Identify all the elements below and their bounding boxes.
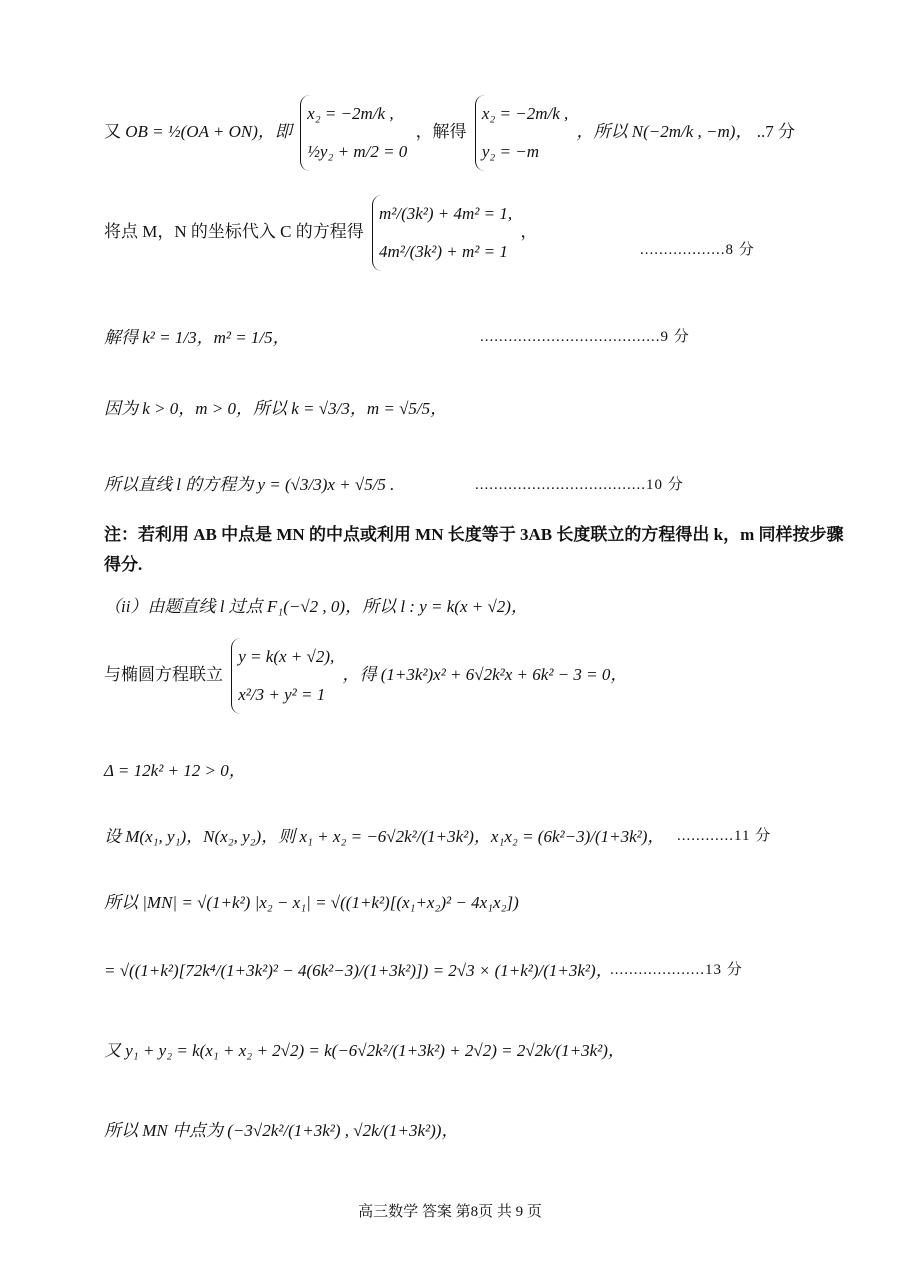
- step-line-7: [104, 638, 627, 714]
- text-substitute: 将点 M，N 的坐标代入 C 的方程得: [104, 221, 364, 241]
- score-11: ............11 分: [677, 828, 772, 844]
- grading-note: 注：若利用 AB 中点是 MN 的中点或利用 MN 长度等于 3AB 长度联立的方程得出 k，m 同样按步骤得分.: [104, 525, 844, 574]
- step-line-1: [104, 95, 795, 171]
- comma: ，: [520, 221, 538, 241]
- step-line-10: 所以 |MN| = √(1+k²) |x₂ − x₁| = √((1+k²)[(x₁+x₂)² − 4x₁x₂]): [104, 893, 519, 912]
- text-solve: ，解得: [415, 121, 467, 141]
- system-3: [372, 195, 512, 271]
- quadratic-equation: ，得 (1+3k²)x² + 6√2k²x + 6k² − 3 = 0，: [342, 664, 628, 684]
- system-3-row-b: 4m²/(3k²) + m² = 1: [378, 242, 508, 261]
- system-1-row-b: ½y₂ + m/2 = 0: [307, 142, 408, 161]
- system-2-row-a: x₂ = −2m/k ,: [481, 104, 569, 123]
- step-line-12: 又 y₁ + y₂ = k(x₁ + x₂ + 2√2) = k(−6√2k²/(1+3k²) + 2√2) = 2√2k/(1+3k²)，: [104, 1041, 625, 1060]
- step-line-2: [104, 195, 537, 271]
- text-combine: 与椭圆方程联立: [104, 664, 223, 684]
- system-1-row-a: x₂ = −2m/k ,: [307, 104, 394, 123]
- system-4-row-b: x²/3 + y² = 1: [238, 685, 326, 704]
- system-4-row-a: y = k(x + √2),: [238, 647, 335, 666]
- system-2-row-b: y₂ = −m: [481, 142, 539, 161]
- step-line-13: 所以 MN 中点为 (−3√2k²/(1+3k²) , √2k/(1+3k²))，: [104, 1121, 459, 1140]
- score-7: ..7 分: [756, 121, 795, 141]
- score-9: ......................................9 分: [480, 329, 690, 345]
- step-line-4: 因为 k > 0，m > 0，所以 k = √3/3，m = √5/5，: [104, 399, 448, 418]
- point-n: ，所以 N(−2m/k , −m)，: [576, 121, 753, 141]
- vector-equation: OB = ½(OA + ON)，即: [125, 121, 292, 141]
- system-3-row-a: m²/(3k²) + 4m² = 1,: [378, 204, 513, 223]
- page-footer: 高三数学 答案 第8页 共 9 页: [358, 1204, 542, 1220]
- text-prefix: 又: [104, 121, 121, 141]
- step-line-3: 解得 k² = 1/3，m² = 1/5，: [104, 328, 290, 347]
- score-10: ....................................10 分: [475, 477, 684, 493]
- step-line-8: Δ = 12k² + 12 > 0，: [104, 761, 246, 780]
- step-line-9: 设 M(x₁, y₁)，N(x₂, y₂)，则 x₁ + x₂ = −6√2k²/(1+3k²)，x₁x₂ = (6k²−3)/(1+3k²)，: [104, 827, 665, 846]
- score-13: ....................13 分: [610, 962, 743, 978]
- step-line-5: 所以直线 l 的方程为 y = (√3/3)x + √5/5 .: [104, 475, 395, 494]
- system-4: [231, 638, 334, 714]
- score-8: ..................8 分: [640, 242, 755, 258]
- step-line-6: （ii）由题直线 l 过点 F₁(−√2 , 0)，所以 l : y = k(x + √2)，: [104, 597, 528, 616]
- system-1: [300, 95, 407, 171]
- step-line-11: = √((1+k²)[72k⁴/(1+3k²)² − 4(6k²−3)/(1+3k²)]) = 2√3 × (1+k²)/(1+3k²)，: [104, 961, 613, 980]
- system-2: [475, 95, 568, 171]
